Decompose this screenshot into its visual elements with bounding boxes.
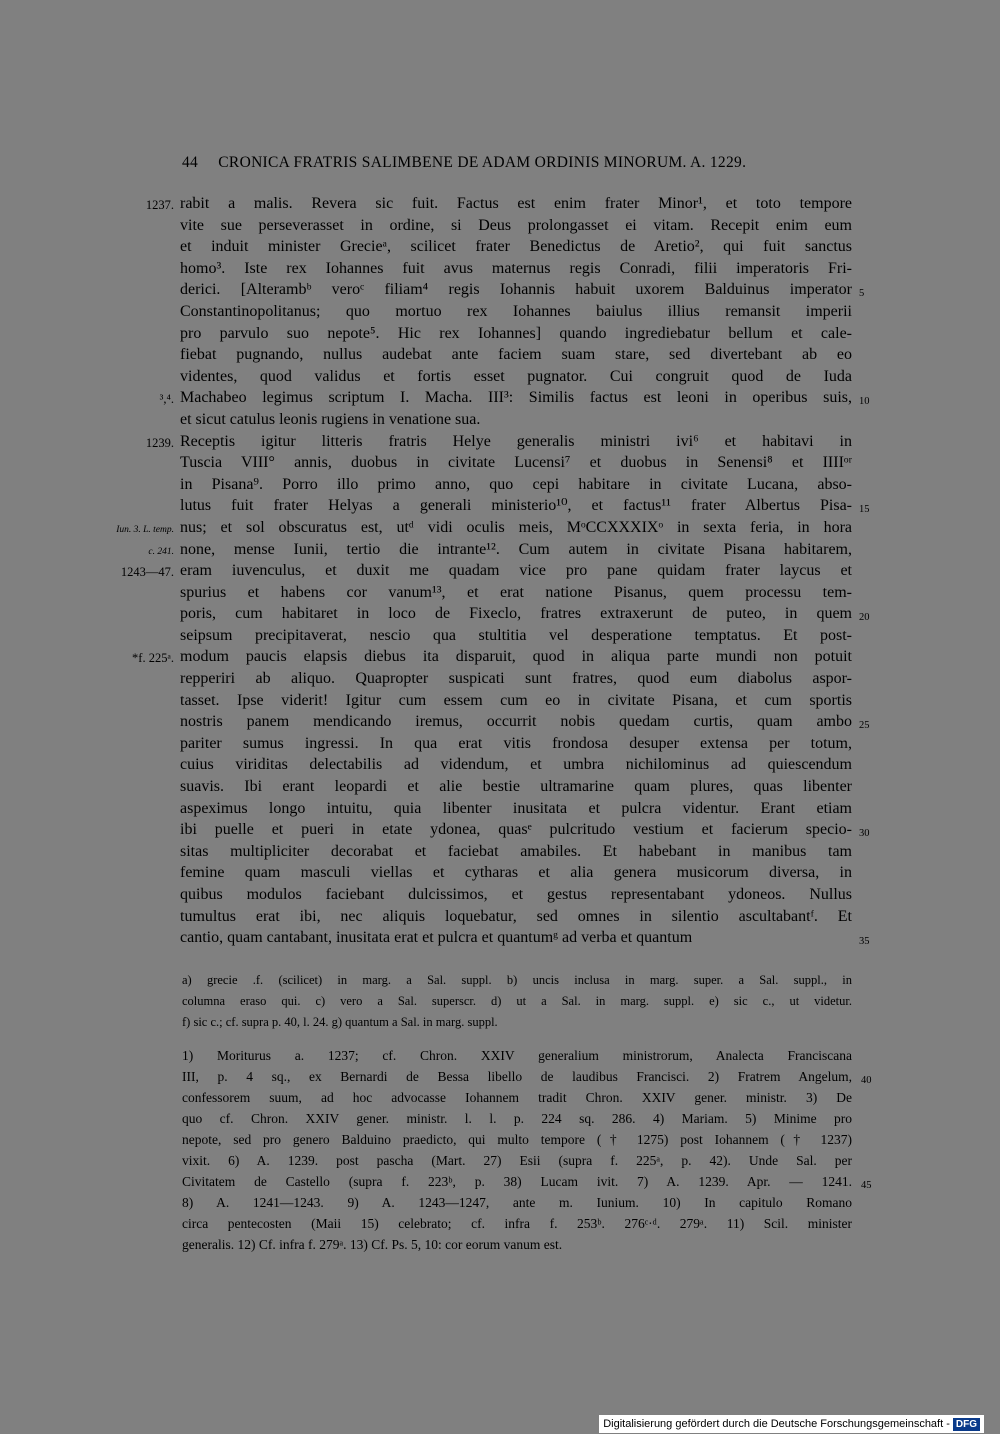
text-line xyxy=(180,927,870,949)
line-text: nostris panem mendicando iremus, occurrit nobis quedam curtis, quam ambo xyxy=(180,713,852,731)
text-line xyxy=(180,495,870,517)
text-line xyxy=(180,215,852,237)
line-text: pariter sumus ingressi. In qua erat vitis frondosa desuper extensa per totum, xyxy=(180,734,852,752)
line-text: homo³. Iste rex Iohannes fuit avus maternus regis Conradi, filii imperatoris Fri- xyxy=(180,259,852,277)
line-text: quo cf. Chron. XXIV gener. ministr. l. l. p. 224 sq. 286. 4) Mariam. 5) Minime pro xyxy=(182,1111,852,1126)
line-text: confessorem suum, ad hoc advocasse Iohannem tradit Chron. XXIV gener. ministr. 3) De xyxy=(182,1090,852,1105)
text-line xyxy=(180,841,852,863)
text-line xyxy=(180,366,852,388)
text-line xyxy=(159,387,870,409)
line-text: spurius et habens cor vanum¹³, et erat natione Pisanus, quem processu tem- xyxy=(180,583,852,601)
text-line xyxy=(182,1066,872,1087)
line-text: vite sue perseverasset in ordine, si Deus prolongasset ei vitam. Recepit enim eum xyxy=(180,216,852,234)
running-header xyxy=(182,154,852,172)
text-line xyxy=(180,625,852,647)
text-line xyxy=(180,690,852,712)
running-title: CRONICA FRATRIS SALIMBENE DE ADAM ORDINIS MINORUM. A. 1229. xyxy=(218,154,747,171)
line-text: aspeximus longo intuitu, quia libenter inusitata et pulcra videntur. Erant etiam xyxy=(180,799,852,817)
text-line xyxy=(182,1087,852,1108)
text-line xyxy=(180,711,870,733)
text-line xyxy=(120,560,852,582)
line-text: in Pisana⁹. Porro illo primo anno, quo cepi habitare in civitate Lucana, abso- xyxy=(180,475,852,493)
margin-note-left: *f. 225ᵃ. xyxy=(132,651,174,666)
line-text: III, p. 4 sq., ex Bernardi de Bessa libello de laudibus Francisci. 2) Fratrem Angelum, xyxy=(182,1069,852,1084)
main-text xyxy=(116,193,870,949)
line-text: fiebat pugnando, nullus audebat ante faciem suam stare, sed divertebant ab eo xyxy=(180,346,852,364)
line-text: 1) Moriturus a. 1237; cf. Chron. XXIV generalium ministrorum, Analecta Franciscana xyxy=(182,1048,852,1063)
line-text: generalis. 12) Cf. infra f. 279ᵃ. 13) Cf. Ps. 5, 10: cor eorum vanum est. xyxy=(182,1237,563,1252)
text-line xyxy=(180,862,852,884)
text-line xyxy=(180,603,870,625)
line-number: 30 xyxy=(859,828,870,840)
line-number: 45 xyxy=(861,1180,872,1191)
margin-note-left: Iun. 3. L. temp. xyxy=(116,524,174,535)
digitization-footer xyxy=(599,1415,984,1433)
text-line xyxy=(180,754,852,776)
line-text: suavis. Ibi erant leopardi et alie bestie ultramarine quam plures, quas libenter xyxy=(180,778,852,796)
text-line xyxy=(180,798,852,820)
line-number: 20 xyxy=(859,612,870,624)
line-number: 35 xyxy=(859,936,870,948)
line-text: cantio, quam cantabant, inusitata erat et pulcra et quantumᵍ ad verba et quantum xyxy=(180,929,693,947)
text-line xyxy=(148,539,852,561)
line-text: videntes, quod validus et fortis esset pugnator. Cui congruit quod de Iuda xyxy=(180,367,852,385)
text-line xyxy=(182,1129,852,1150)
line-text: et sicut catulus leonis rugiens in venatione sua. xyxy=(180,410,481,428)
line-number: 15 xyxy=(859,504,870,516)
text-line xyxy=(182,1171,872,1192)
text-line xyxy=(182,1150,852,1171)
line-text: nepote, sed pro genero Balduino praedicto, qui multo tempore († 1275) post Iohannem († 1237) xyxy=(182,1132,852,1147)
line-number: 25 xyxy=(859,720,870,732)
line-text: seipsum precipitaverat, nescio qua stultitia vel desperatione temptatus. Et post- xyxy=(180,626,852,644)
margin-note-left: 1243—47. xyxy=(120,565,174,580)
line-text: derici. [Alterambᵇ veroᶜ filiam⁴ regis Iohannis habuit uxorem Balduinus imperator xyxy=(180,281,852,299)
line-text: tasset. Ipse viderit! Igitur cum essem cum eo in civitate Pisana, et cum sportis xyxy=(180,691,852,709)
margin-note-left: ³,⁴. xyxy=(159,392,174,407)
line-text: ibi puelle et pueri in etate ydonea, quasᵉ pulcritudo vestium et facierum specio- xyxy=(180,821,852,839)
line-text: quibus modulos faciebant dulcissimos, et gestus representabant ydoneos. Nullus xyxy=(180,886,852,903)
text-line xyxy=(180,452,852,474)
line-text: rabit a malis. Revera sic fuit. Factus est enim frater Minor¹, et toto tempore xyxy=(180,195,852,212)
line-text: poris, cum habitaret in loco de Fixeclo, fratres extraxerunt de puteo, in quem xyxy=(180,605,852,623)
line-text: pro parvulo suo nepote⁵. Hic rex Iohannes] quando ingrediebatur bellum et cale- xyxy=(180,324,852,342)
text-line xyxy=(180,323,852,345)
line-text: tumultus erat ibi, nec aliquis loquebatur, sed omnes in silentio ascultabantᶠ. Et xyxy=(180,907,852,925)
line-text: lutus fuit frater Helyas a generali ministerio¹⁰, et factus¹¹ frater Albertus Pisa- xyxy=(180,497,852,515)
text-line xyxy=(180,668,852,690)
line-text: Receptis igitur litteris fratris Helye generalis ministri ivi⁶ et habitavi in xyxy=(180,432,852,450)
text-line xyxy=(180,236,852,258)
line-text: et induit minister Grecieᵃ, scilicet frater Benedictus de Aretio², qui fuit sanctus xyxy=(180,238,852,256)
text-line xyxy=(182,1192,852,1213)
line-text: circa pentecosten (Maii 15) celebrato; cf. infra f. 253ᵇ. 276ᶜ·ᵈ. 279ᵃ. 11) Scil. minister xyxy=(182,1216,852,1231)
text-line xyxy=(145,431,852,453)
text-line xyxy=(145,193,852,215)
line-text: Constantinopolitanus; quo mortuo rex Iohannes baiulus illius remansit imperii xyxy=(180,302,852,320)
text-line xyxy=(180,733,852,755)
text-line xyxy=(182,1045,852,1066)
line-text: Civitatem de Castello (supra f. 223ᵇ, p. 38) Lucam ivit. 7) A. 1239. Apr. — 1241. xyxy=(182,1174,852,1189)
critical-note-line: a) grecie .f. (scilicet) in marg. a Sal. suppl. b) uncis inclusa in marg. super. a Sal. suppl., in xyxy=(182,973,852,987)
critical-note-line: columna eraso qui. c) vero a Sal. superscr. d) ut a Sal. in marg. suppl. e) sic c., ut videtur. xyxy=(182,994,852,1008)
line-text: nus; et sol obscuratus est, utᵈ vidi oculis meis, MᵒCCXXXIXᵒ in sexta feria, in hora xyxy=(180,518,852,536)
text-line xyxy=(180,301,852,323)
page-number: 44 xyxy=(182,154,199,171)
text-line xyxy=(180,582,852,604)
text-line xyxy=(132,646,852,668)
text-line xyxy=(180,906,852,928)
line-text: vixit. 6) A. 1239. post pascha (Mart. 27) Esii (supra f. 225ᵃ, p. 42). Unde Sal. per xyxy=(182,1153,852,1168)
margin-note-left: c. 241. xyxy=(148,546,174,557)
line-text: modum paucis elapsis diebus ita disparuit, quod in aliqua parte mundi non potuit xyxy=(180,648,852,666)
line-number: 10 xyxy=(859,396,870,408)
text-line xyxy=(180,279,865,301)
text-line xyxy=(180,258,852,280)
line-text: Machabeo legimus scriptum I. Macha. III³: Similis factus est leoni in operibus suis, xyxy=(180,389,852,407)
text-line xyxy=(182,1108,852,1129)
margin-note-left: 1237. xyxy=(145,198,174,212)
text-line xyxy=(180,409,852,431)
line-text: repperiri ab aliquo. Quapropter suspicati sunt fratres, quod eum diabolus aspor- xyxy=(180,670,852,688)
text-line xyxy=(182,1213,852,1234)
line-text: none, mense Iunii, tertio die intrante¹². Cum autem in civitate Pisana habitarem, xyxy=(180,540,852,558)
line-number: 5 xyxy=(859,288,865,300)
text-line xyxy=(180,884,852,906)
commentary-notes xyxy=(182,1045,872,1255)
line-text: cuius viriditas delectabilis ad videndum, et umbra nichilominus ad quiescendum xyxy=(180,756,852,774)
dfg-logo: DFG xyxy=(953,1418,980,1431)
line-text: Tuscia VIII° annis, duobus in civitate Lucensi⁷ et duobus in Senensi⁸ et IIIIᵒʳ xyxy=(180,454,852,472)
line-text: sitas multipliciter decorabat et faciebat amabiles. Et habebant in manibus tam xyxy=(180,842,852,860)
line-number: 40 xyxy=(861,1075,872,1086)
text-line xyxy=(180,776,852,798)
text-line xyxy=(180,819,870,841)
critical-apparatus xyxy=(182,970,852,1033)
text-line xyxy=(182,1234,852,1255)
text-line xyxy=(180,344,852,366)
line-text: eram iuvenculus, et duxit me quadam vice pro pane quidam frater laycus et xyxy=(180,562,852,580)
critical-note-line: f) sic c.; cf. supra p. 40, l. 24. g) quantum a Sal. in marg. suppl. xyxy=(182,1015,498,1029)
line-text: 8) A. 1241—1243. 9) A. 1243—1247, ante m. Iunium. 10) In capitulo Romano xyxy=(182,1195,852,1210)
margin-note-left: 1239. xyxy=(145,435,174,450)
text-line xyxy=(116,517,852,539)
text-line xyxy=(180,474,852,496)
line-text: femine quam masculi viellas et cytharas et alia genera musicorum diversa, in xyxy=(180,864,852,882)
footer-text: Digitalisierung gefördert durch die Deutsche Forschungsgemeinschaft - xyxy=(603,1418,950,1430)
